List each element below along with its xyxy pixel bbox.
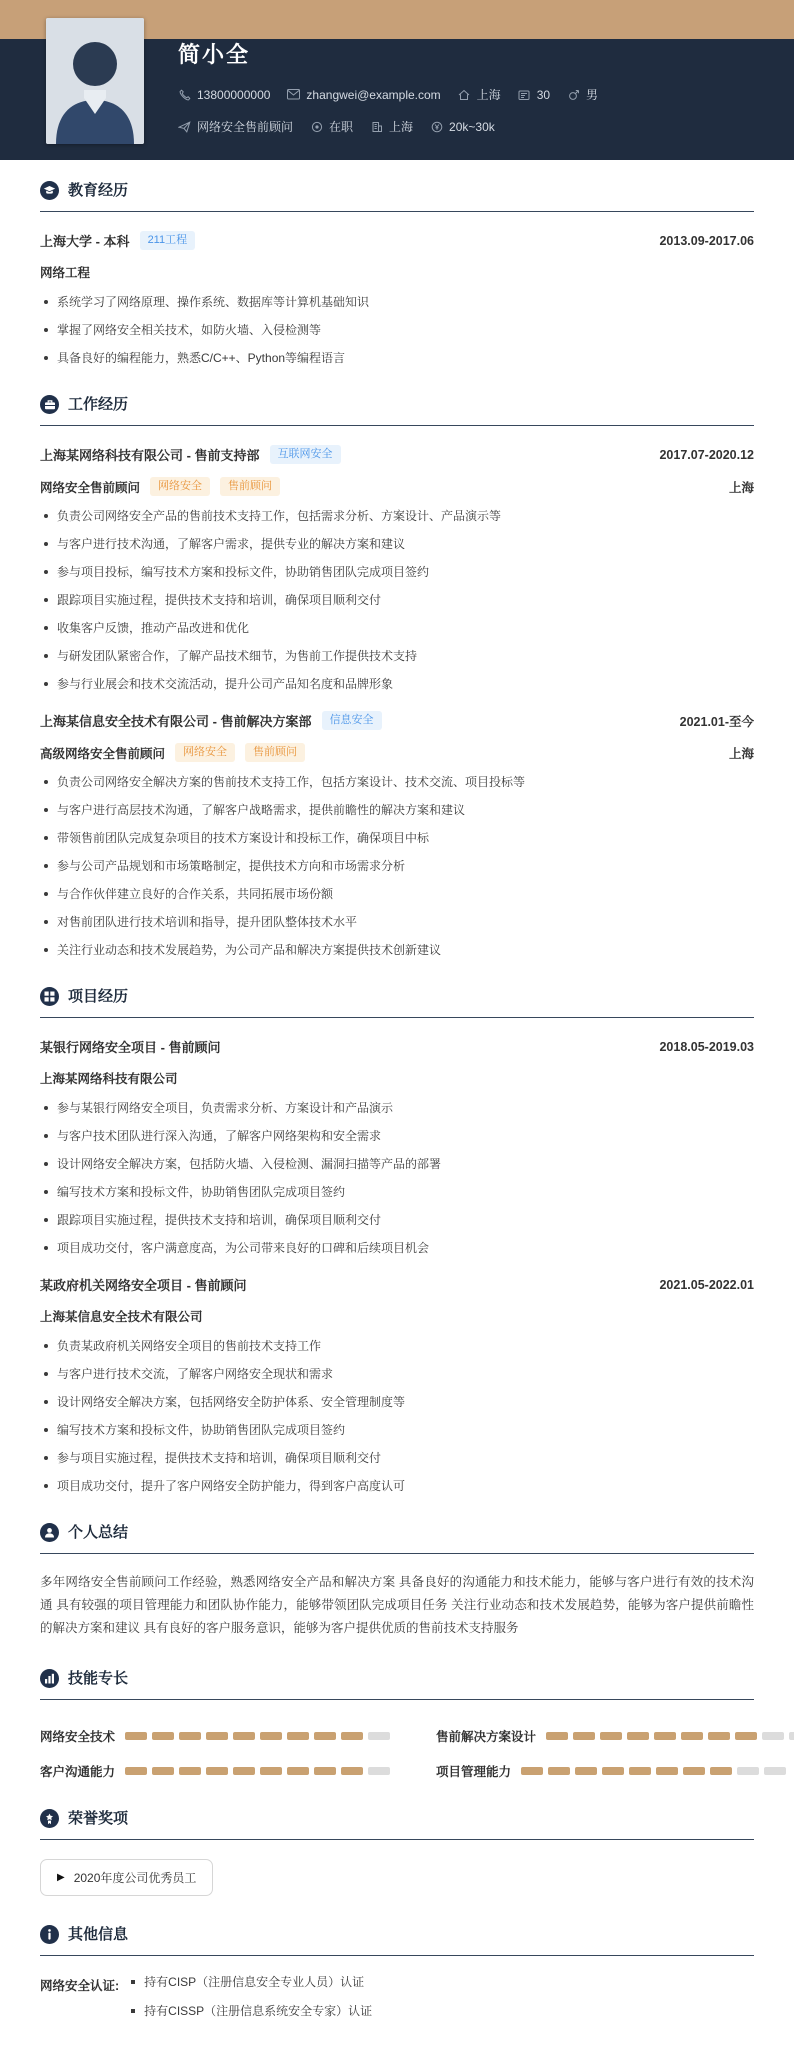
bullet-text: 参与某银行网络安全项目，负责需求分析、方案设计和产品演示 [57,1101,394,1115]
candidate-name: 简小全 [178,42,251,67]
bullet-dot [44,808,48,812]
bullet-text: 编写技术方案和投标文件，协助销售团队完成项目签约 [57,1423,346,1437]
bullet-text: 与客户技术团队进行深入沟通，了解客户网络架构和安全需求 [57,1129,382,1143]
project-date: 2018.05-2019.03 [659,1039,754,1054]
section-projects [40,987,754,1494]
skills-header [40,1669,754,1700]
bullet-dot [44,1484,48,1488]
work-header [40,395,754,426]
bullet-text: 参与项目实施过程，提供技术支持和培训，确保项目顺利交付 [57,1451,382,1465]
skill-segment-filled [681,1732,703,1740]
bullet-item [40,323,754,338]
briefcase-icon [40,395,59,414]
company-name: 上海某网络科技有限公司 - 售前支持部 [40,448,260,463]
skill-segment-filled [287,1732,309,1740]
skills-grid [40,1710,754,1780]
skill-name: 客户沟通能力 [40,1765,116,1780]
bullet-text: 设计网络安全解决方案，包括网络安全防护体系、安全管理制度等 [57,1395,406,1409]
skill-segment-filled [152,1732,174,1740]
bullet-item [40,537,754,552]
coin-icon [430,120,443,133]
bullet-text: 掌握了网络安全相关技术，如防火墙、入侵检测等 [57,323,322,337]
position-tag: 网络安全 [175,743,235,762]
bullet-text: 负责公司网络安全产品的售前技术支持工作，包括需求分析、方案设计、产品演示等 [57,509,502,523]
bullet-item [40,1129,754,1144]
bullet-item [40,887,754,902]
project-company: 上海某网络科技有限公司 [40,1072,178,1086]
bullet-dot [44,1246,48,1250]
bullet-dot [44,892,48,896]
bullet-text: 负责某政府机关网络安全项目的售前技术支持工作 [57,1339,322,1353]
grid-icon [40,987,59,1006]
id-card-icon [518,88,531,101]
skill-segment-empty [764,1767,786,1775]
position-tag: 售前顾问 [245,743,305,762]
job-title-item [178,118,293,135]
skill-segment-filled [656,1767,678,1775]
certification-row [40,1975,754,2019]
bullet-item [40,351,754,366]
contact-row [178,86,764,103]
skill-bar [125,1732,390,1740]
salary-item [430,120,495,134]
bullet-item [40,803,754,818]
skill-name: 售前解决方案设计 [436,1730,537,1745]
phone-icon [178,88,191,101]
bullet-dot [44,1106,48,1110]
company-name: 上海某信息安全技术有限公司 - 售前解决方案部 [40,714,312,729]
school-name: 上海大学 - 本科 [40,234,130,249]
bullet-dot [44,570,48,574]
skill-segment-filled [654,1732,676,1740]
bullet-text: 关注行业动态和技术发展趋势，为公司产品和解决方案提供技术创新建议 [57,943,442,957]
skill-segment-filled [125,1732,147,1740]
bullet-dot [44,598,48,602]
education-item-head [40,231,754,250]
skill-bar [521,1767,786,1775]
skill-segment-filled [627,1732,649,1740]
bullet-dot [131,2009,135,2013]
summary-header [40,1523,754,1554]
bullet-dot [44,654,48,658]
email-value: zhangwei@example.com [306,87,441,102]
bullet-item [40,1213,754,1228]
bullet-dot [44,780,48,784]
work-date: 2021.01-至今 [679,714,754,729]
position-name: 高级网络安全售前顾问 [40,746,166,761]
education-header [40,181,754,212]
projects-title: 项目经历 [68,988,129,1005]
project-company-row [40,1307,754,1326]
skill-bar [125,1767,390,1775]
bullet-text: 带领售前团队完成复杂项目的技术方案设计和投标工作，确保项目中标 [57,831,430,845]
bullet-item [40,565,754,580]
job-city-value: 上海 [389,120,414,134]
skill-segment-filled [233,1767,255,1775]
certification-item [131,2004,372,2019]
certification-text: 持有CISP（注册信息安全专业人员）认证 [144,1975,365,1990]
job-row [178,118,764,135]
bullet-item [40,1185,754,1200]
industry-tag: 信息安全 [322,711,382,730]
work-title: 工作经历 [68,396,129,413]
education-date: 2013.09-2017.06 [659,233,754,248]
skill-segment-filled [125,1767,147,1775]
projects-header [40,987,754,1018]
bullet-item [40,1157,754,1172]
bullet-item [40,295,754,310]
work-company-row [40,445,754,464]
skill-segment-filled [314,1767,336,1775]
skill-segment-empty [368,1767,390,1775]
section-education [40,181,754,366]
project-name: 某银行网络安全项目 - 售前顾问 [40,1040,221,1055]
bullet-dot [44,1428,48,1432]
age-item [518,88,550,102]
phone-value: 13800000000 [197,87,271,102]
bullet-item [40,775,754,790]
gender-item [567,86,598,103]
section-skills [40,1669,754,1780]
bullet-dot [44,1162,48,1166]
bullet-text: 与客户进行高层技术沟通，了解客户战略需求，提供前瞻性的解决方案和建议 [57,803,466,817]
honor-item-box[interactable] [40,1859,213,1896]
work-item [40,445,754,692]
bullet-dot [44,300,48,304]
skill-segment-filled [710,1767,732,1775]
section-other-info [40,1925,754,2019]
bullet-dot [44,682,48,686]
status-circle-icon [310,120,323,133]
skill-segment-filled [546,1732,568,1740]
bullet-text: 负责公司网络安全解决方案的售前技术支持工作，包括方案设计、技术交流、项目投标等 [57,775,526,789]
bullet-text: 系统学习了网络原理、操作系统、数据库等计算机基础知识 [57,295,370,309]
medal-icon [40,1809,59,1828]
bullet-text: 与合作伙伴建立良好的合作关系，共同拓展市场份额 [57,887,334,901]
work-location: 上海 [728,746,754,761]
avatar-placeholder-illustration [46,18,144,144]
bullet-text: 与客户进行技术沟通，了解客户需求，提供专业的解决方案和建议 [57,537,406,551]
honors-header [40,1809,754,1840]
job-city-item [370,118,413,135]
skill-segment-filled [575,1767,597,1775]
project-title-row [40,1275,754,1294]
bullet-dot [44,542,48,546]
bullet-text: 具备良好的编程能力，熟悉C/C++、Python等编程语言 [57,351,346,365]
position-tag: 网络安全 [150,477,210,496]
bullet-item [40,509,754,524]
work-location: 上海 [728,480,754,495]
bullet-text: 与研发团队紧密合作，了解产品技术细节，为售前工作提供技术支持 [57,649,418,663]
skill-row [436,1727,794,1745]
education-bullets [40,295,754,366]
skill-bar [546,1732,794,1740]
bullet-dot [131,1980,135,1984]
certification-item [131,1975,372,1990]
bullet-item [40,621,754,636]
school-tag: 211工程 [140,231,196,250]
bullet-dot [44,948,48,952]
work-date: 2017.07-2020.12 [659,447,754,462]
bullet-dot [44,1372,48,1376]
skill-segment-empty [368,1732,390,1740]
bullet-text: 设计网络安全解决方案，包括防火墙、入侵检测、漏洞扫描等产品的部署 [57,1157,442,1171]
bullet-text: 对售前团队进行技术培训和指导，提升团队整体技术水平 [57,915,358,929]
skills-title: 技能专长 [68,1670,129,1688]
honor-text: 2020年度公司优秀员工 [73,1871,197,1886]
bullet-dot [44,836,48,840]
age-value: 30 [536,87,551,102]
bullet-item [40,1451,754,1466]
skill-segment-filled [521,1767,543,1775]
bullet-text: 与客户进行技术交流，了解客户网络安全现状和需求 [57,1367,334,1381]
skill-row [40,1762,390,1780]
bullet-text: 收集客户反馈，推动产品改进和优化 [57,621,250,635]
skill-segment-filled [573,1732,595,1740]
project-item [40,1275,754,1494]
gender-icon [567,88,580,101]
skill-segment-empty [762,1732,784,1740]
position-name: 网络安全售前顾问 [40,480,141,495]
skill-segment-filled [179,1732,201,1740]
work-position-row [40,477,754,496]
bullet-item [40,831,754,846]
skill-segment-filled [260,1732,282,1740]
work-item [40,711,754,958]
project-title-row [40,1037,754,1056]
job-status-value: 在职 [329,120,354,134]
bullet-item [40,859,754,874]
section-work [40,395,754,958]
avatar [46,18,144,144]
envelope-icon [287,88,300,101]
bullet-item [40,1395,754,1410]
bullet-dot [44,626,48,630]
bullet-item [40,915,754,930]
certification-label: 网络安全认证: [40,1979,120,1994]
skill-segment-filled [600,1732,622,1740]
job-status-item [310,118,353,135]
skill-segment-empty [789,1732,794,1740]
industry-tag: 互联网安全 [270,445,341,464]
bullet-item [40,593,754,608]
home-icon [458,88,471,101]
skill-segment-filled [287,1767,309,1775]
bullet-item [40,1101,754,1116]
bullet-text: 参与行业展会和技术交流活动，提升公司产品知名度和品牌形象 [57,677,394,691]
bullet-dot [44,514,48,518]
certification-text: 持有CISSP（注册信息系统安全专家）认证 [144,2004,373,2019]
major-name: 网络工程 [40,266,91,280]
salary-value: 20k~30k [449,119,495,134]
bullet-dot [44,1218,48,1222]
other-info-header [40,1925,754,1956]
bullet-text: 编写技术方案和投标文件，协助销售团队完成项目签约 [57,1185,346,1199]
skill-row [40,1727,390,1745]
city-item [458,86,501,103]
resume-body [0,181,794,2045]
position-tag: 售前顾问 [220,477,280,496]
skill-segment-filled [152,1767,174,1775]
bullet-item [40,1367,754,1382]
other-info-title: 其他信息 [68,1926,129,1944]
paper-plane-icon [178,120,191,133]
bullet-text: 跟踪项目实施过程，提供技术支持和培训，确保项目顺利交付 [57,1213,382,1227]
caret-right-icon: ▶ [57,1871,65,1883]
project-item [40,1037,754,1256]
job-title-value: 网络安全售前顾问 [197,120,294,134]
bullet-text: 项目成功交付，客户满意度高，为公司带来良好的口碑和后续项目机会 [57,1241,430,1255]
skill-segment-filled [683,1767,705,1775]
bullet-dot [44,1190,48,1194]
section-honors [40,1809,754,1896]
skill-segment-filled [735,1732,757,1740]
work-bullets [40,775,754,958]
bullet-text: 参与公司产品规划和市场策略制定，提供技术方向和市场需求分析 [57,859,406,873]
bullet-text: 参与项目投标，编写技术方案和投标文件，协助销售团队完成项目签约 [57,565,430,579]
summary-text: 多年网络安全售前顾问工作经验，熟悉网络安全产品和解决方案 具备良好的沟通能力和技术能力，能够与客户进行有效的技术沟通 具有较强的项目管理能力和团队协作能力，能够带领团队完成项目任务 关注行业动态和技术发展趋势，能够为客户提供前瞻性的解决方案和建议 具有良好的客户服务意识，能够为客户提供优质的售前技术支持服务 [40,1575,754,1636]
skill-segment-filled [260,1767,282,1775]
honors-title: 荣誉奖项 [68,1810,129,1828]
skill-segment-filled [629,1767,651,1775]
section-summary [40,1523,754,1640]
gender-value: 男 [586,88,599,102]
skill-segment-filled [602,1767,624,1775]
project-bullets [40,1339,754,1494]
project-company-row [40,1069,754,1088]
skill-row [436,1762,794,1780]
bullet-item [40,677,754,692]
phone-item [178,88,270,102]
summary-title: 个人总结 [68,1524,129,1541]
skill-segment-filled [341,1767,363,1775]
bullet-dot [44,864,48,868]
skill-name: 项目管理能力 [436,1765,512,1780]
person-icon [40,1523,59,1542]
skill-segment-filled [314,1732,336,1740]
resume-header [0,0,794,160]
project-company: 上海某信息安全技术有限公司 [40,1310,203,1324]
bullet-text: 项目成功交付，提升了客户网络安全防护能力，得到客户高度认可 [57,1479,406,1493]
bullet-dot [44,1400,48,1404]
bullet-item [40,1479,754,1494]
bullet-dot [44,920,48,924]
work-company-row [40,711,754,730]
bullet-text: 跟踪项目实施过程，提供技术支持和培训，确保项目顺利交付 [57,593,382,607]
certification-list [131,1975,372,2019]
education-major-row [40,263,754,282]
skill-segment-filled [206,1767,228,1775]
work-position-row [40,743,754,762]
bullet-dot [44,1134,48,1138]
bullet-dot [44,356,48,360]
bullet-dot [44,1344,48,1348]
project-name: 某政府机关网络安全项目 - 售前顾问 [40,1278,247,1293]
bullet-item [40,1423,754,1438]
skill-name: 网络安全技术 [40,1730,116,1745]
bullet-item [40,1339,754,1354]
chart-bars-icon [40,1669,59,1688]
bullet-dot [44,1456,48,1460]
skill-segment-filled [206,1732,228,1740]
building-icon [370,120,383,133]
city-value: 上海 [476,88,501,102]
email-item [287,88,440,102]
bullet-item [40,943,754,958]
skill-segment-empty [737,1767,759,1775]
header-text-block [178,44,764,135]
project-date: 2021.05-2022.01 [659,1277,754,1292]
skill-segment-filled [708,1732,730,1740]
work-bullets [40,509,754,692]
graduation-cap-icon [40,181,59,200]
skill-segment-filled [233,1732,255,1740]
project-bullets [40,1101,754,1256]
bullet-item [40,1241,754,1256]
skill-segment-filled [179,1767,201,1775]
info-icon [40,1925,59,1944]
education-title: 教育经历 [68,182,129,199]
skill-segment-filled [548,1767,570,1775]
bullet-item [40,649,754,664]
skill-segment-filled [341,1732,363,1740]
bullet-dot [44,328,48,332]
